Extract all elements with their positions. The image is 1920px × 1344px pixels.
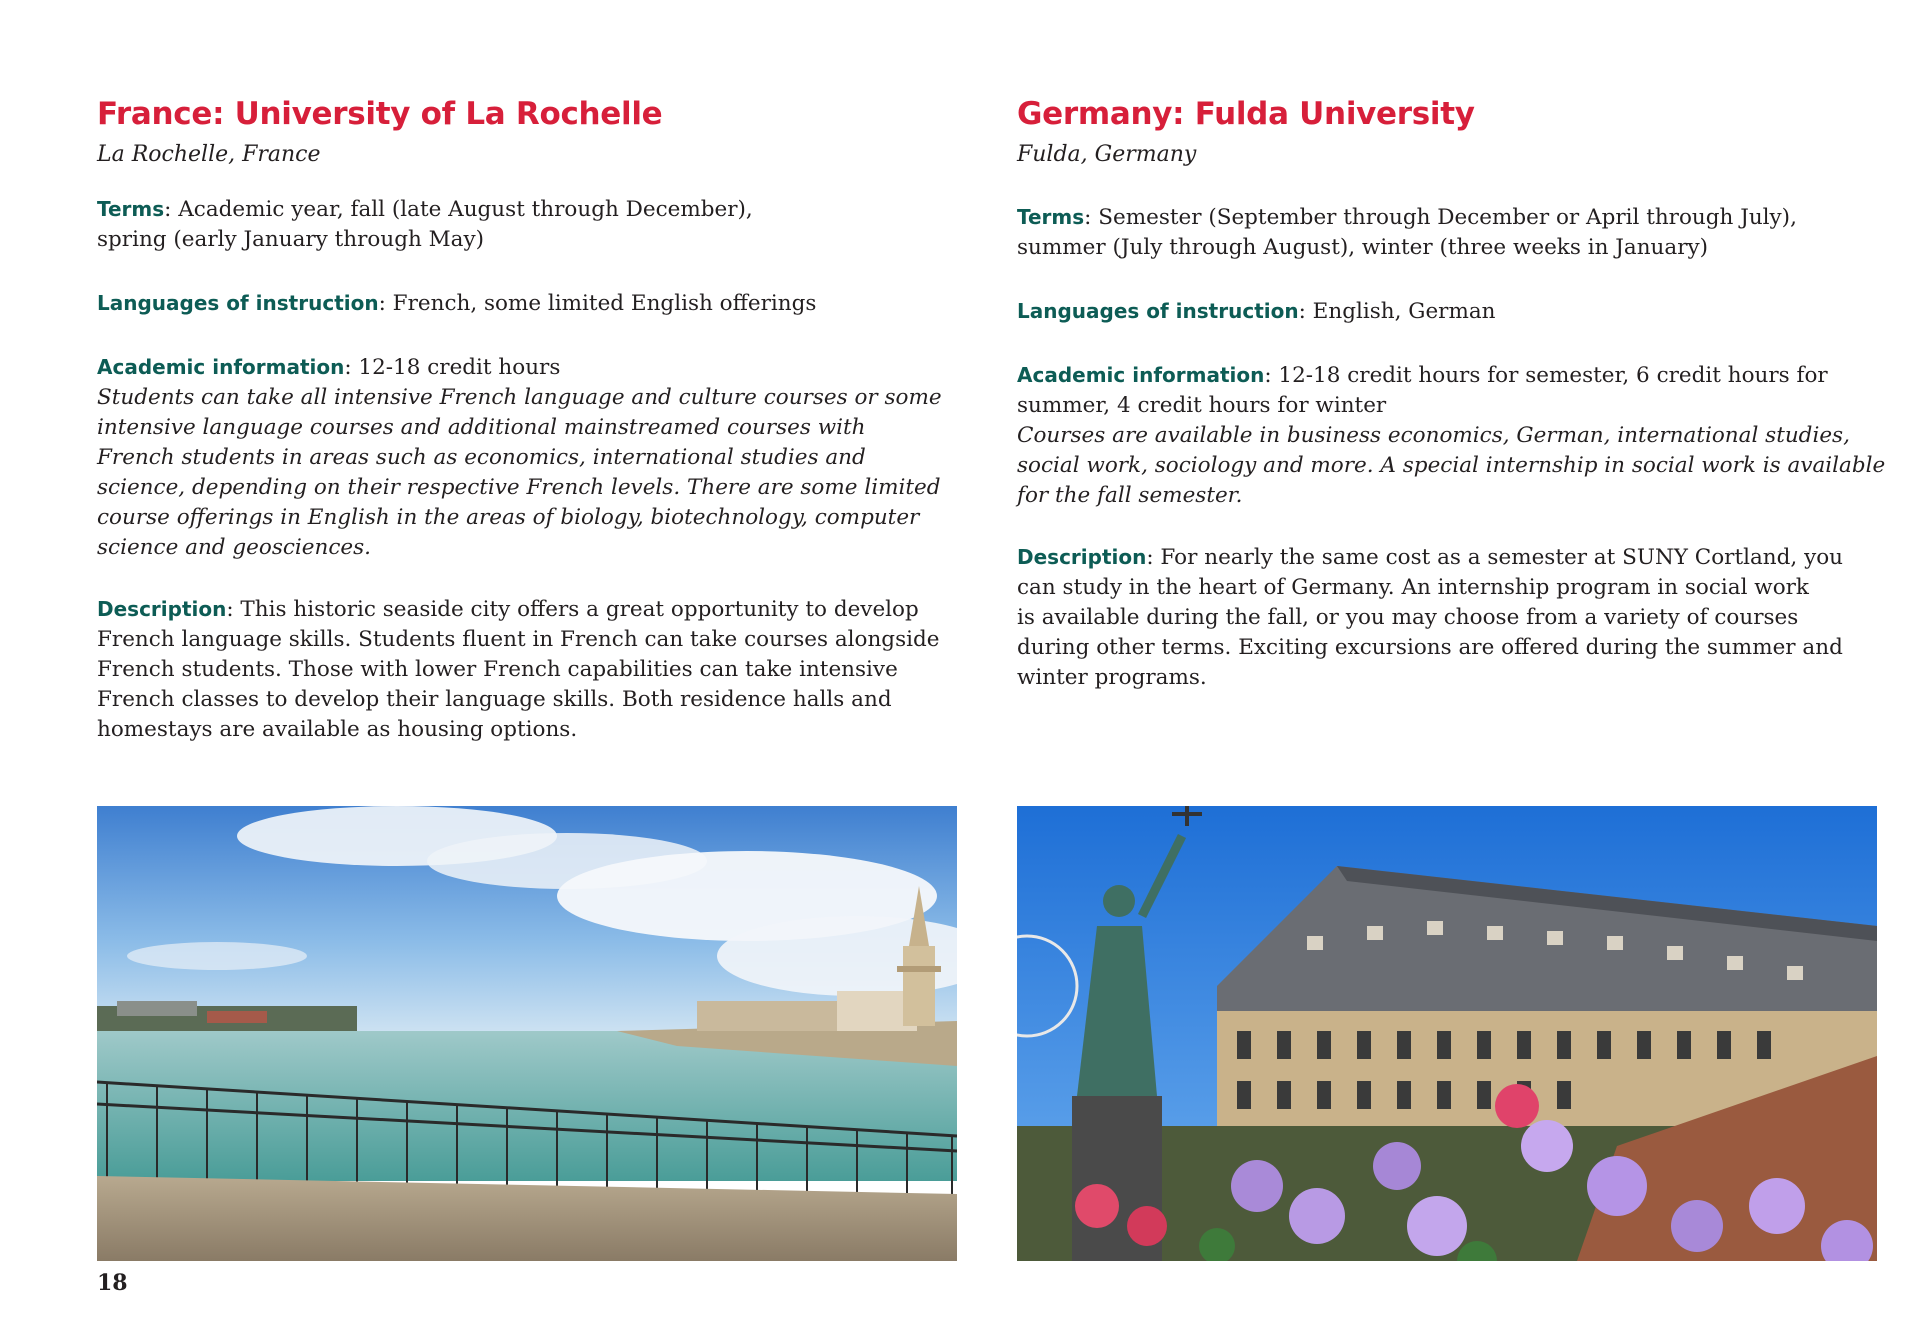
page-number: 18 bbox=[97, 1270, 128, 1296]
terms-text-2: spring (early January through May) bbox=[97, 227, 485, 252]
note-line: science and geosciences. bbox=[97, 535, 371, 560]
germany-title: Germany: Fulda University bbox=[1017, 96, 1475, 132]
palace-statue-photo-icon bbox=[1017, 806, 1877, 1261]
palace-statue-photo bbox=[1017, 806, 1877, 1261]
description-line: during other terms. Exciting excursions are offered during the summer and bbox=[1017, 635, 1843, 660]
note-line: intensive language courses and additional mainstreamed courses with bbox=[97, 415, 866, 440]
description-line: : This historic seaside city offers a great opportunity to develop bbox=[226, 597, 919, 622]
note-line: French students in areas such as economics, international studies and bbox=[97, 445, 866, 470]
note-line: Students can take all intensive French language and culture courses or some bbox=[97, 385, 942, 410]
france-location: La Rochelle, France bbox=[97, 142, 321, 167]
academic-label: Academic information bbox=[1017, 363, 1265, 387]
languages-label: Languages of instruction bbox=[97, 291, 379, 315]
description-line: : For nearly the same cost as a semester at SUNY Cortland, you bbox=[1146, 545, 1844, 570]
germany-section bbox=[1017, 94, 1897, 693]
terms-label: Terms bbox=[1017, 205, 1085, 229]
description-line: French students. Those with lower French capabilities can take intensive bbox=[97, 657, 898, 682]
germany-languages bbox=[1017, 296, 1897, 327]
terms-text: : Academic year, fall (late August through December), bbox=[164, 197, 753, 222]
note-line: science, depending on their respective French levels. There are some limited bbox=[97, 475, 941, 500]
languages-text: : French, some limited English offerings bbox=[378, 291, 817, 316]
france-title: France: University of La Rochelle bbox=[97, 96, 663, 132]
description-label: Description bbox=[97, 597, 227, 621]
terms-text-2: summer (July through August), winter (three weeks in January) bbox=[1017, 235, 1709, 260]
academic-text: : 12-18 credit hours bbox=[344, 355, 561, 380]
terms-text: : Semester (September through December or April through July), bbox=[1084, 205, 1797, 230]
germany-location: Fulda, Germany bbox=[1017, 142, 1197, 167]
france-academic-note bbox=[97, 383, 957, 563]
france-terms bbox=[97, 194, 957, 255]
academic-text-2: summer, 4 credit hours for winter bbox=[1017, 393, 1387, 418]
harbor-photo bbox=[97, 806, 957, 1261]
languages-label: Languages of instruction bbox=[1017, 299, 1299, 323]
germany-description bbox=[1017, 542, 1897, 693]
france-academic bbox=[97, 352, 957, 383]
germany-academic-note bbox=[1017, 421, 1897, 511]
terms-label: Terms bbox=[97, 197, 165, 221]
description-line: French classes to develop their language skills. Both residence halls and bbox=[97, 687, 892, 712]
harbor-photo-icon bbox=[97, 806, 957, 1261]
germany-terms bbox=[1017, 202, 1897, 263]
note-line: Courses are available in business economics, German, international studies, bbox=[1017, 423, 1850, 448]
france-section bbox=[97, 94, 957, 745]
france-languages bbox=[97, 288, 957, 319]
note-line: social work, sociology and more. A special internship in social work is available bbox=[1017, 453, 1886, 478]
description-label: Description bbox=[1017, 545, 1147, 569]
languages-text: : English, German bbox=[1298, 299, 1496, 324]
academic-text: : 12-18 credit hours for semester, 6 credit hours for bbox=[1264, 363, 1828, 388]
note-line: course offerings in English in the areas of biology, biotechnology, computer bbox=[97, 505, 920, 530]
note-line: for the fall semester. bbox=[1017, 483, 1243, 508]
description-line: is available during the fall, or you may choose from a variety of courses bbox=[1017, 605, 1799, 630]
description-line: winter programs. bbox=[1017, 665, 1207, 690]
description-line: can study in the heart of Germany. An internship program in social work bbox=[1017, 575, 1809, 600]
france-description bbox=[97, 594, 957, 745]
description-line: French language skills. Students fluent in French can take courses alongside bbox=[97, 627, 940, 652]
description-line: homestays are available as housing options. bbox=[97, 717, 578, 742]
academic-label: Academic information bbox=[97, 355, 345, 379]
germany-academic bbox=[1017, 360, 1897, 421]
